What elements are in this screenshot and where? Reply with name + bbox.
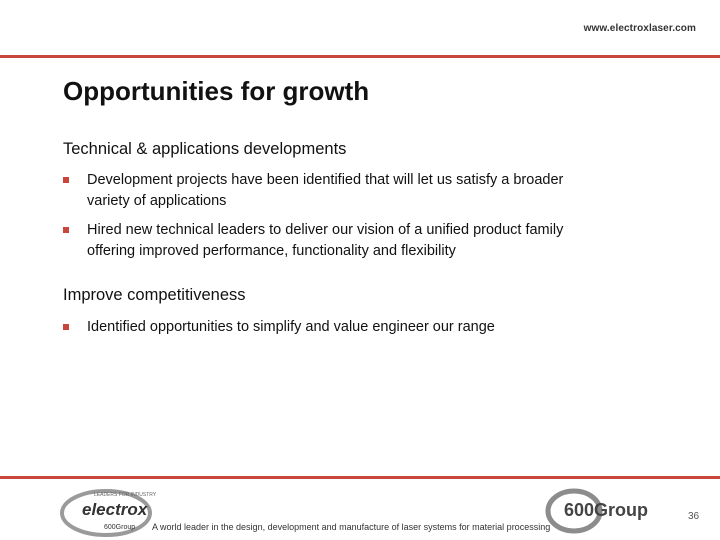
section-heading-technical: Technical & applications developments [63, 140, 347, 158]
600-group-logo-name: 600Group [564, 500, 649, 520]
website-url: www.electroxlaser.com [583, 23, 696, 34]
slide-title: Opportunities for growth [63, 76, 370, 106]
electrox-logo-name: electrox [82, 500, 148, 519]
bullet-text-line: Development projects have been identified that will let us satisfy a broader [87, 172, 564, 188]
bullet-text-line: variety of applications [87, 193, 227, 209]
bullet-item [63, 170, 663, 212]
bullet-marker [63, 177, 69, 183]
bullet-marker [63, 324, 69, 330]
section-heading-competitiveness: Improve competitiveness [63, 286, 246, 304]
bullet-text-line: Hired new technical leaders to deliver our vision of a unified product family [87, 222, 564, 238]
600-group-logo [544, 485, 674, 535]
bullet-item [63, 317, 663, 338]
bullet-marker [63, 227, 69, 233]
company-tagline: A world leader in the design, development and manufacture of laser systems for material processing [152, 522, 551, 532]
page-number: 36 [688, 511, 700, 522]
electrox-logo-small-text: LEADERS FOR INDUSTRY [94, 492, 157, 498]
electrox-logo-sub: 600Group [104, 524, 136, 531]
bullet-item [63, 220, 663, 262]
bullet-text-line: Identified opportunities to simplify and value engineer our range [87, 319, 495, 335]
bullet-text-line: offering improved performance, functionality and flexibility [87, 243, 456, 259]
top-divider [0, 55, 720, 58]
footer [0, 479, 720, 540]
